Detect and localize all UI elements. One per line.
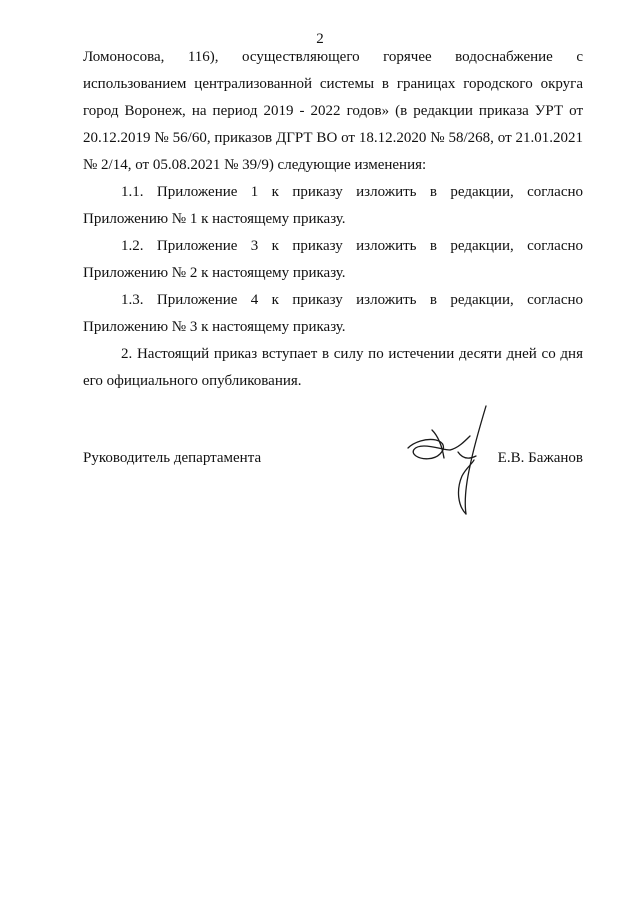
clause-1-1-line: Приложению № 1 к настоящему приказу.: [83, 211, 346, 227]
body-line: город Воронеж, на период 2019 - 2022 годов» (в редакции приказа УРТ от: [83, 103, 583, 119]
clause-2-line: его официального опубликования.: [83, 373, 302, 389]
clause-1-1-line: 1.1. Приложение 1 к приказу изложить в редакции, согласно: [121, 184, 583, 200]
clause-2-line: 2. Настоящий приказ вступает в силу по истечении десяти дней со дня: [121, 346, 583, 362]
signature-block: [83, 445, 583, 475]
body-line: Ломоносова, 116), осуществляющего горячее водоснабжение с: [83, 49, 583, 65]
signatory-name: Е.В. Бажанов: [497, 450, 583, 466]
body-line: использованием централизованной системы в границах городского округа: [83, 76, 583, 92]
handwritten-signature: [400, 402, 500, 520]
body-line: 20.12.2019 № 56/60, приказов ДГРТ ВО от 18.12.2020 № 58/268, от 21.01.2021: [83, 130, 583, 146]
clause-1-3-line: 1.3. Приложение 4 к приказу изложить в редакции, согласно: [121, 292, 583, 308]
document-body: [83, 44, 583, 395]
clause-1-2-line: Приложению № 2 к настоящему приказу.: [83, 265, 346, 281]
clause-1-3-line: Приложению № 3 к настоящему приказу.: [83, 319, 346, 335]
clause-1-2-line: 1.2. Приложение 3 к приказу изложить в редакции, согласно: [121, 238, 583, 254]
page-number: 2: [316, 31, 324, 47]
signatory-title: Руководитель департамента: [83, 450, 262, 466]
body-line: № 2/14, от 05.08.2021 № 39/9) следующие изменения:: [83, 157, 427, 173]
